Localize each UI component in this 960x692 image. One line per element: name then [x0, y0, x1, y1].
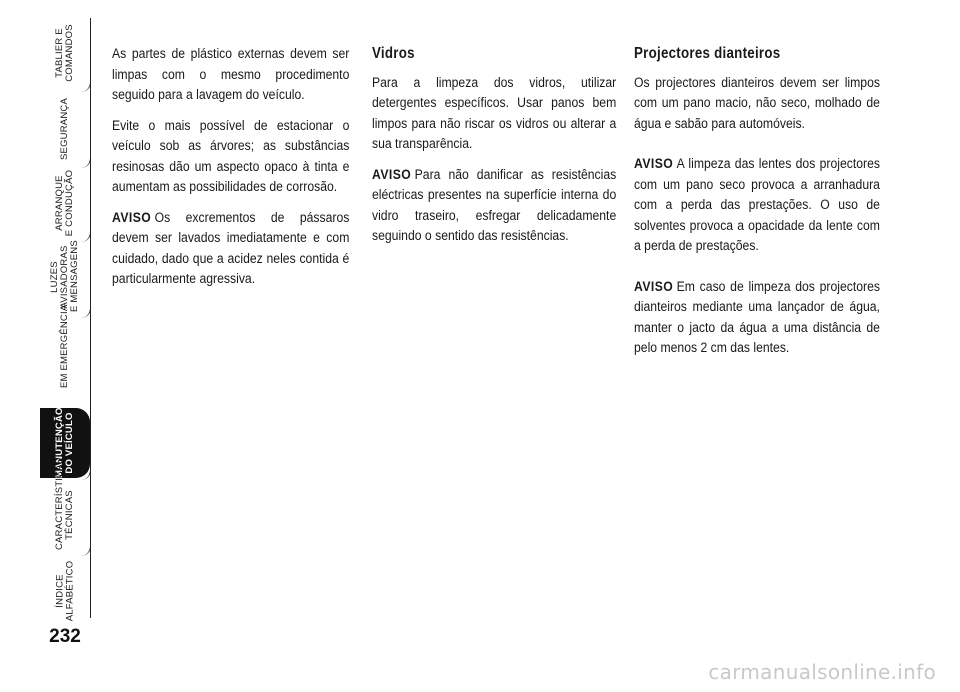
warning-text: Em caso de limpeza dos projectores dianteiros mediante uma lançador de água, manter o jacto da água a uma distância de pelo menos 2 cm das lentes.: [634, 278, 880, 356]
tab-tablier-comandos[interactable]: [40, 18, 90, 88]
warning-label: AVISO: [372, 166, 412, 183]
tab-arranque-conducao[interactable]: [40, 168, 90, 238]
tab-divider: [76, 80, 91, 92]
warning-paragraph: [372, 165, 616, 247]
tab-label: EM EMERGÊNCIA: [59, 304, 70, 388]
tab-divider: [76, 156, 91, 168]
tab-indice-alfabetico[interactable]: [40, 556, 90, 626]
section-heading: Vidros: [372, 45, 415, 62]
tab-divider: [76, 306, 91, 318]
page-number: 232: [49, 626, 81, 647]
tab-luzes-avisadoras[interactable]: [40, 242, 90, 312]
warning-text: Os excrementos de pássaros devem ser lavados imediatamente e com cuidado, dado que a acidez neles contida é particularmente agressiva.: [112, 209, 350, 287]
tab-divider: [76, 544, 91, 556]
tab-divider: [76, 468, 91, 480]
paragraph: Para a limpeza dos vidros, utilizar detergentes específicos. Usar panos bem limpos para não riscar os vidros ou alterar a sua transparência.: [372, 74, 617, 152]
column-plastic-parts: [112, 44, 349, 300]
tab-label: CARACTERÍSTICAS TÉCNICAS: [54, 457, 75, 550]
tab-column-border: [90, 18, 91, 618]
warning-text: Para não danificar as resistências eléctricas presentes na superfície interna do vidro traseiro, esfregar delicadamente seguindo o sentido das resistências.: [372, 166, 617, 244]
column-projectores: [634, 44, 880, 369]
paragraph: As partes de plástico externas devem ser limpas com o mesmo procedimento seguido para a lavagem do veículo.: [112, 46, 350, 103]
paragraph: Evite o mais possível de estacionar o veículo sob as árvores; as substâncias resinosas dão um aspecto opaco à tinta e aumentam as possibilidades de corrosão.: [112, 117, 350, 195]
warning-label: AVISO: [634, 278, 674, 295]
tab-seguranca[interactable]: [40, 94, 90, 164]
tab-divider: [76, 230, 91, 242]
section-heading: Projectores dianteiros: [634, 45, 781, 62]
warning-paragraph: [634, 277, 880, 359]
column-vidros: [372, 44, 616, 257]
tab-label: ARRANQUE E CONDUÇÃO: [54, 169, 75, 237]
tab-label: ÍNDICE ALFABÉTICO: [54, 560, 76, 622]
warning-paragraph: [634, 154, 880, 257]
tab-caracteristicas-tecnicas[interactable]: [40, 457, 90, 550]
warning-text: A limpeza das lentes dos projectores com um pano seco provoca a arranhadura com a perda das prestações. O uso de solventes provoca a opacidade da lente com a perda de prestações.: [634, 156, 880, 254]
warning-label: AVISO: [112, 209, 152, 226]
tab-label: SEGURANÇA: [59, 98, 71, 160]
warning-label: AVISO: [634, 156, 674, 172]
tab-label: MANUTENÇÃO DO VEÍCULO: [54, 407, 75, 478]
tab-label: LUZES AVISADORAS E MENSAGENS: [49, 240, 80, 312]
paragraph: Os projectores dianteiros devem ser limpos com um pano macio, não seco, molhado de água e sabão para automóveis.: [634, 74, 880, 132]
tab-em-emergencia[interactable]: [40, 304, 90, 388]
tab-label: TABLIER E COMANDOS: [54, 24, 75, 82]
watermark: carmanualsonline.info: [708, 660, 936, 684]
warning-paragraph: [112, 208, 349, 290]
